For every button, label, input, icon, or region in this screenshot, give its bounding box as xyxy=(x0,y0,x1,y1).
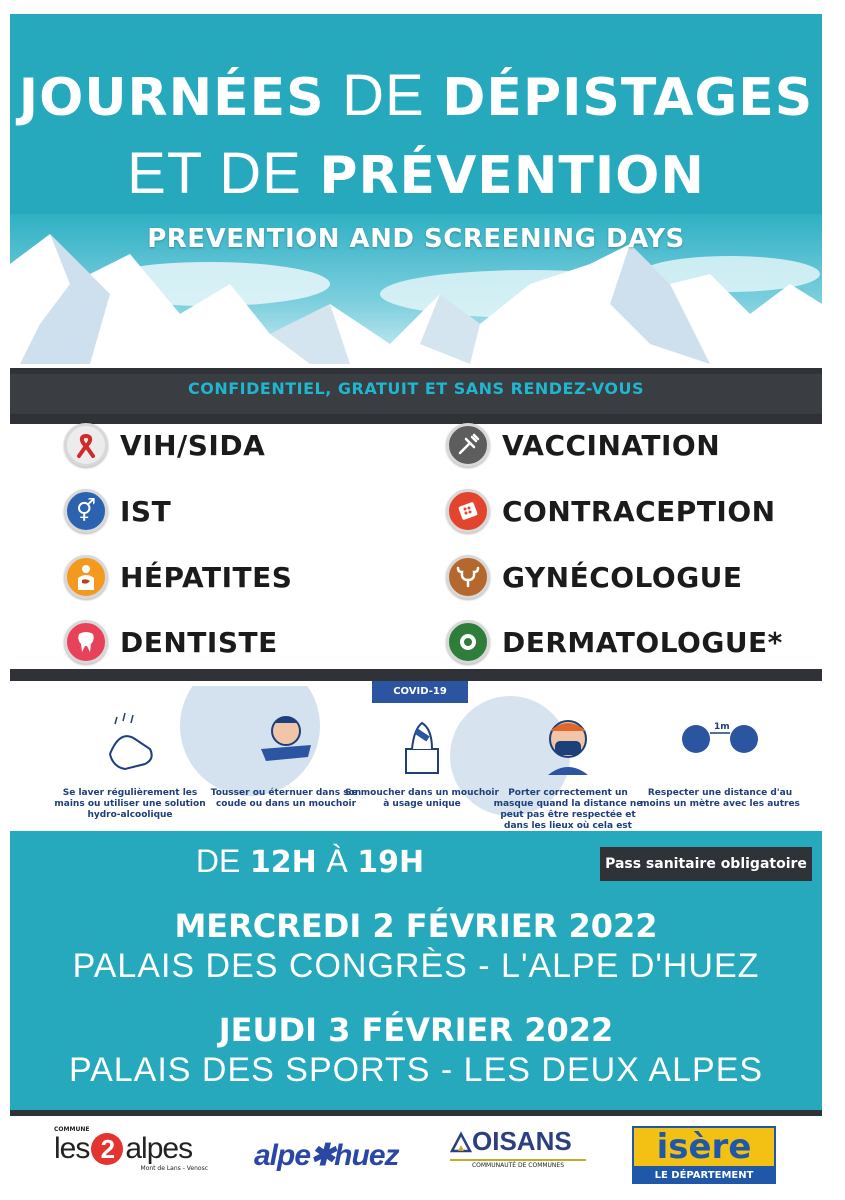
opening-hours xyxy=(10,843,610,880)
gender-symbols-icon: ⚥ xyxy=(64,489,108,533)
logo-subtitle: COMMUNAUTÉ DE COMMUNES xyxy=(450,1159,586,1169)
pill-pack-icon xyxy=(446,489,490,533)
gesture-text: Tousser ou éternuer dans son coude ou dans un mouchoir xyxy=(210,788,362,809)
service-dermatologue xyxy=(446,617,783,667)
title-word: DE xyxy=(342,63,425,128)
bottom-divider xyxy=(10,1110,822,1116)
service-label: GYNÉCOLOGUE xyxy=(502,560,743,594)
skin-icon xyxy=(446,620,490,664)
service-label: VIH/SIDA xyxy=(120,428,266,462)
covid-divider xyxy=(10,669,822,681)
hours-word: DE xyxy=(195,843,241,879)
logo-alpe-huez: alpe✱huez xyxy=(254,1139,399,1172)
service-vaccination xyxy=(446,420,720,470)
service-ist xyxy=(64,486,171,536)
hours-start: 12H xyxy=(249,845,317,880)
pass-sanitaire-badge: Pass sanitaire obligatoire xyxy=(600,847,812,881)
gesture-mask xyxy=(488,704,648,843)
title-word: PRÉVENTION xyxy=(319,146,705,206)
gesture-text: Porter correctement un masque quand la distance ne peut pas être respectée et dans les lieux où cela est xyxy=(493,788,643,831)
logo-wordmark: isère xyxy=(632,1126,776,1168)
title-line-2 xyxy=(10,141,822,206)
title-line-1 xyxy=(10,63,822,128)
title-word: DÉPISTAGES xyxy=(442,68,814,128)
logo-word: OISANS xyxy=(472,1126,572,1156)
venue-1: PALAIS DES CONGRÈS - L'ALPE D'HUEZ xyxy=(72,947,760,985)
hours-word: À xyxy=(326,843,348,879)
mask-icon xyxy=(488,704,648,784)
gesture-text: Se moucher dans un mouchoir à usage unique xyxy=(345,788,499,809)
mountain-logo-icon xyxy=(450,1131,472,1153)
gesture-text: Se laver régulièrement les mains ou utiliser une solution hydro-alcoolique xyxy=(54,788,206,820)
body-liver-icon xyxy=(64,555,108,599)
service-gynecologue xyxy=(446,552,743,602)
distance-label: 1m xyxy=(714,722,730,732)
title-word: JOURNÉES xyxy=(18,68,325,128)
logo-word: les xyxy=(54,1132,90,1165)
uterus-icon xyxy=(446,555,490,599)
service-contraception xyxy=(446,486,776,536)
venue-2: PALAIS DES SPORTS - LES DEUX ALPES xyxy=(68,1051,764,1089)
logo-subtitle: Mont de Lans - Venosc xyxy=(140,1165,208,1172)
service-label: IST xyxy=(120,494,172,528)
date-1: MERCREDI 2 FÉVRIER 2022 xyxy=(174,907,658,945)
subtitle: PREVENTION AND SCREENING DAYS xyxy=(147,224,685,254)
confidential-text: CONFIDENTIEL, GRATUIT ET SANS RENDEZ-VOUS xyxy=(188,379,644,398)
logo-wordmark xyxy=(450,1126,586,1157)
gesture-distance xyxy=(640,704,800,810)
covid-tag: COVID-19 xyxy=(372,681,468,703)
service-hepatites xyxy=(64,552,292,602)
service-vih xyxy=(64,420,265,470)
poster xyxy=(10,14,822,1180)
service-label: DERMATOLOGUE* xyxy=(502,625,783,659)
syringe-icon xyxy=(446,423,490,467)
title-word: ET DE xyxy=(127,141,302,206)
ribbon-icon xyxy=(64,423,108,467)
logo-isere xyxy=(632,1126,776,1182)
handwash-icon xyxy=(50,704,210,784)
logo-two: 2 xyxy=(91,1133,123,1165)
logo-small-text: COMMUNE xyxy=(54,1126,90,1133)
logo-subtitle: LE DÉPARTEMENT xyxy=(632,1168,776,1184)
confidential-band xyxy=(10,368,822,424)
gesture-tissue xyxy=(342,704,502,810)
logo-les-deux-alpes xyxy=(54,1126,214,1180)
gesture-text: Respecter une distance d'au moins un mètre avec les autres xyxy=(640,788,800,809)
distance-icon xyxy=(640,704,800,784)
hours-end: 19H xyxy=(357,845,425,880)
logo-word: alpes xyxy=(125,1132,193,1165)
tooth-icon xyxy=(64,620,108,664)
service-label: DENTISTE xyxy=(120,625,278,659)
gesture-handwash xyxy=(50,704,210,821)
logo-wordmark xyxy=(54,1133,214,1165)
schedule-section xyxy=(10,831,822,1110)
service-label: VACCINATION xyxy=(502,428,721,462)
service-label: HÉPATITES xyxy=(120,560,293,594)
date-2: JEUDI 3 FÉVRIER 2022 xyxy=(218,1011,614,1049)
service-dentiste xyxy=(64,617,278,667)
service-label: CONTRACEPTION xyxy=(502,494,776,528)
header-banner xyxy=(10,14,822,364)
tissue-icon xyxy=(342,704,502,784)
logo-oisans xyxy=(450,1126,586,1180)
